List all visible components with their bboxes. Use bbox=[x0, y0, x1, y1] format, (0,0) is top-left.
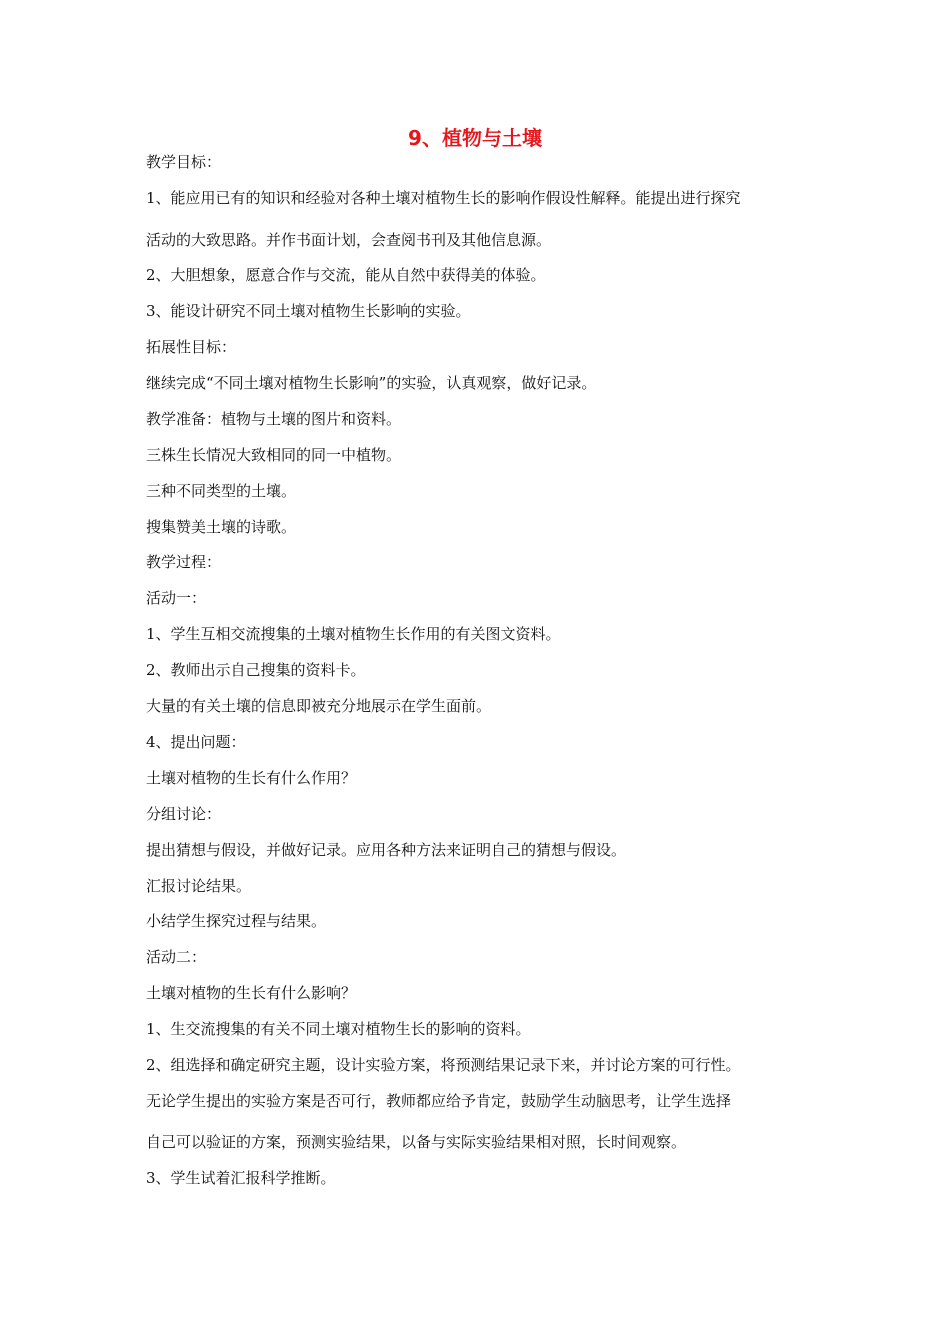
text-line: 活动一： bbox=[146, 589, 207, 607]
text-line: 1、生交流搜集的有关不同土壤对植物生长的影响的资料。 bbox=[146, 1020, 531, 1038]
text-line: 土壤对植物的生长有什么影响？ bbox=[146, 984, 357, 1002]
document-title: 9、植物与土壤 bbox=[408, 126, 542, 150]
text-line: 大量的有关土壤的信息即被充分地展示在学生面前。 bbox=[146, 697, 492, 715]
text-line: 2、教师出示自己搜集的资料卡。 bbox=[146, 661, 366, 679]
text-line: 3、能设计研究不同土壤对植物生长影响的实验。 bbox=[146, 302, 471, 320]
text-line: 拓展性目标： bbox=[146, 338, 237, 356]
text-line: 继续完成“不同土壤对植物生长影响”的实验，认真观察，做好记录。 bbox=[146, 374, 597, 392]
text-line: 搜集赞美土壤的诗歌。 bbox=[146, 518, 297, 536]
text-line: 教学过程： bbox=[146, 553, 222, 571]
text-line: 3、学生试着汇报科学推断。 bbox=[146, 1169, 336, 1187]
text-line: 小结学生探究过程与结果。 bbox=[146, 912, 327, 930]
text-line: 分组讨论： bbox=[146, 805, 222, 823]
text-line: 活动的大致思路。并作书面计划，会查阅书刊及其他信息源。 bbox=[146, 231, 552, 249]
text-line: 教学准备：植物与土壤的图片和资料。 bbox=[146, 410, 402, 428]
text-line: 1、学生互相交流搜集的土壤对植物生长作用的有关图文资料。 bbox=[146, 625, 561, 643]
text-line: 2、组选择和确定研究主题，设计实验方案，将预测结果记录下来，并讨论方案的可行性。 bbox=[146, 1056, 741, 1074]
text-line: 无论学生提出的实验方案是否可行，教师都应给予肯定，鼓励学生动脑思考，让学生选择 bbox=[146, 1092, 732, 1110]
text-line: 三种不同类型的土壤。 bbox=[146, 482, 297, 500]
text-line: 提出猜想与假设，并做好记录。应用各种方法来证明自己的猜想与假设。 bbox=[146, 841, 627, 859]
text-line: 4、提出问题： bbox=[146, 733, 246, 751]
text-line: 三株生长情况大致相同的同一中植物。 bbox=[146, 446, 402, 464]
text-line: 汇报讨论结果。 bbox=[146, 877, 252, 895]
text-line: 土壤对植物的生长有什么作用？ bbox=[146, 769, 357, 787]
text-line: 教学目标： bbox=[146, 153, 222, 171]
text-line: 自己可以验证的方案，预测实验结果，以备与实际实验结果相对照，长时间观察。 bbox=[146, 1133, 687, 1151]
text-line: 2、大胆想象，愿意合作与交流，能从自然中获得美的体验。 bbox=[146, 266, 546, 284]
text-line: 1、能应用已有的知识和经验对各种土壤对植物生长的影响作假设性解释。能提出进行探究 bbox=[146, 189, 741, 207]
text-line: 活动二： bbox=[146, 948, 207, 966]
